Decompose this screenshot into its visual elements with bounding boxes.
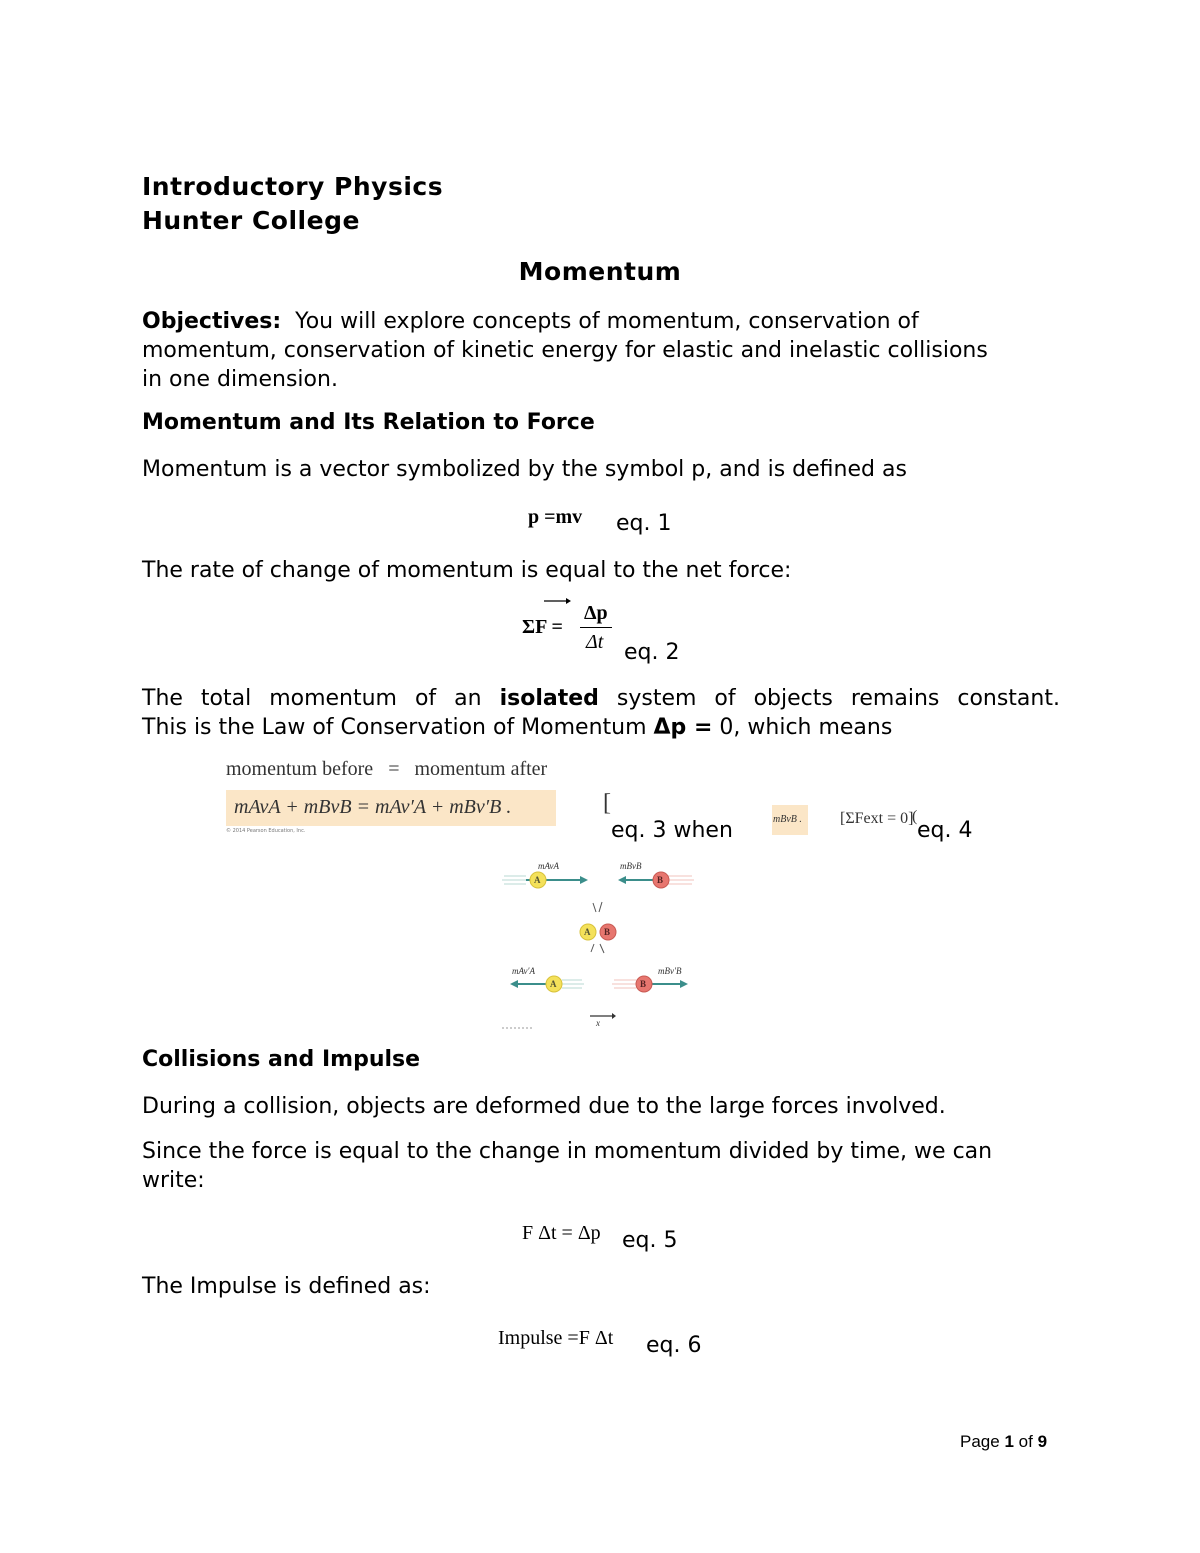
- equation-4-label: eq. 4: [917, 818, 973, 843]
- ball-a-label-after: A: [550, 979, 557, 989]
- equation-3-highlight-box: [226, 790, 556, 826]
- external-force-condition: [ΣFext = 0]: [840, 810, 914, 827]
- momentum-before-after-header: momentum before = momentum after: [226, 758, 548, 780]
- fraction-bar: [580, 627, 612, 628]
- momentum-definition-text: Momentum is a vector symbolized by the symbol p, and is defined as: [142, 457, 907, 482]
- momentum-b-before-label: mBvB: [620, 861, 642, 871]
- section-heading-momentum-force: Momentum and Its Relation to Force: [142, 410, 595, 435]
- impulse-definition-text: The Impulse is defined as:: [142, 1274, 431, 1299]
- ball-a-label-collision: A: [584, 927, 591, 937]
- equation-6-label: eq. 6: [646, 1333, 702, 1358]
- equation-2-denominator: Δt: [586, 631, 604, 653]
- section-heading-collisions-impulse: Collisions and Impulse: [142, 1047, 421, 1072]
- equation-5-formula: F Δt = Δp: [522, 1222, 601, 1244]
- equation-6-formula: Impulse =F Δt: [498, 1327, 614, 1349]
- momentum-a-before-label: mAvA: [538, 861, 559, 871]
- objectives-line3: in one dimension.: [142, 367, 338, 392]
- objectives-paragraph: [142, 307, 1062, 394]
- equation-2-numerator: Δp: [584, 602, 608, 624]
- snippet-highlight-box: [772, 805, 808, 835]
- objectives-label: Objectives:: [142, 309, 282, 334]
- equation-3-label: eq. 3 when: [611, 818, 733, 843]
- isolated-system-line1: The total momentum of an isolated system of objects remains constant.: [142, 686, 1060, 711]
- ball-b-label-after: B: [640, 979, 647, 989]
- conservation-law-line: This is the Law of Conservation of Momentum Δp = 0, which means: [142, 715, 893, 740]
- equation-1-formula: p =mv: [528, 506, 583, 528]
- ball-b-label-before: B: [657, 875, 664, 885]
- objectives-line1: You will explore concepts of momentum, conservation of: [295, 309, 919, 334]
- equation-5-label: eq. 5: [622, 1228, 678, 1253]
- equation-2-label: eq. 2: [624, 640, 680, 665]
- page-title: Momentum: [518, 257, 682, 286]
- momentum-b-after-label: mBv′B: [658, 966, 682, 976]
- motion-lines-a-before: [502, 876, 526, 884]
- collision-diagram-svg: [498, 856, 698, 1032]
- objectives-line2: momentum, conservation of kinetic energy for elastic and inelastic collisions: [142, 338, 988, 363]
- eq3-bracket: [: [603, 790, 611, 816]
- snippet-formula: mBvB .: [773, 814, 802, 825]
- motion-lines-a-after: [562, 980, 584, 988]
- ball-b-label-collision: B: [604, 927, 611, 937]
- x-axis-label: x: [596, 1018, 600, 1028]
- equation-2: [520, 596, 620, 660]
- momentum-a-after-label: mAv′A: [512, 966, 535, 976]
- equation-3-formula: mAvA + mBvB = mAv′A + mBv′B .: [234, 796, 512, 818]
- collision-deformation-text: During a collision, objects are deformed due to the large forces involved.: [142, 1094, 946, 1119]
- eq4-paren: (: [912, 808, 918, 825]
- ball-a-label-before: A: [534, 875, 541, 885]
- motion-lines-b-before: [666, 876, 694, 884]
- vector-arrow-icon: [542, 596, 572, 606]
- page-number-footer: Page 1 of 9: [960, 1432, 1048, 1451]
- equation-2-lhs: ΣF =: [522, 616, 563, 638]
- collision-figure: [498, 856, 698, 1032]
- force-momentum-paragraph: Since the force is equal to the change in momentum divided by time, we can write:: [142, 1139, 993, 1193]
- college-name: Hunter College: [142, 206, 360, 235]
- rate-of-change-text: The rate of change of momentum is equal to the net force:: [142, 558, 792, 583]
- course-title: Introductory Physics: [142, 172, 444, 201]
- equation-1-label: eq. 1: [616, 511, 672, 536]
- copyright-note: © 2014 Pearson Education, Inc.: [226, 828, 306, 834]
- motion-lines-b-after: [612, 980, 636, 988]
